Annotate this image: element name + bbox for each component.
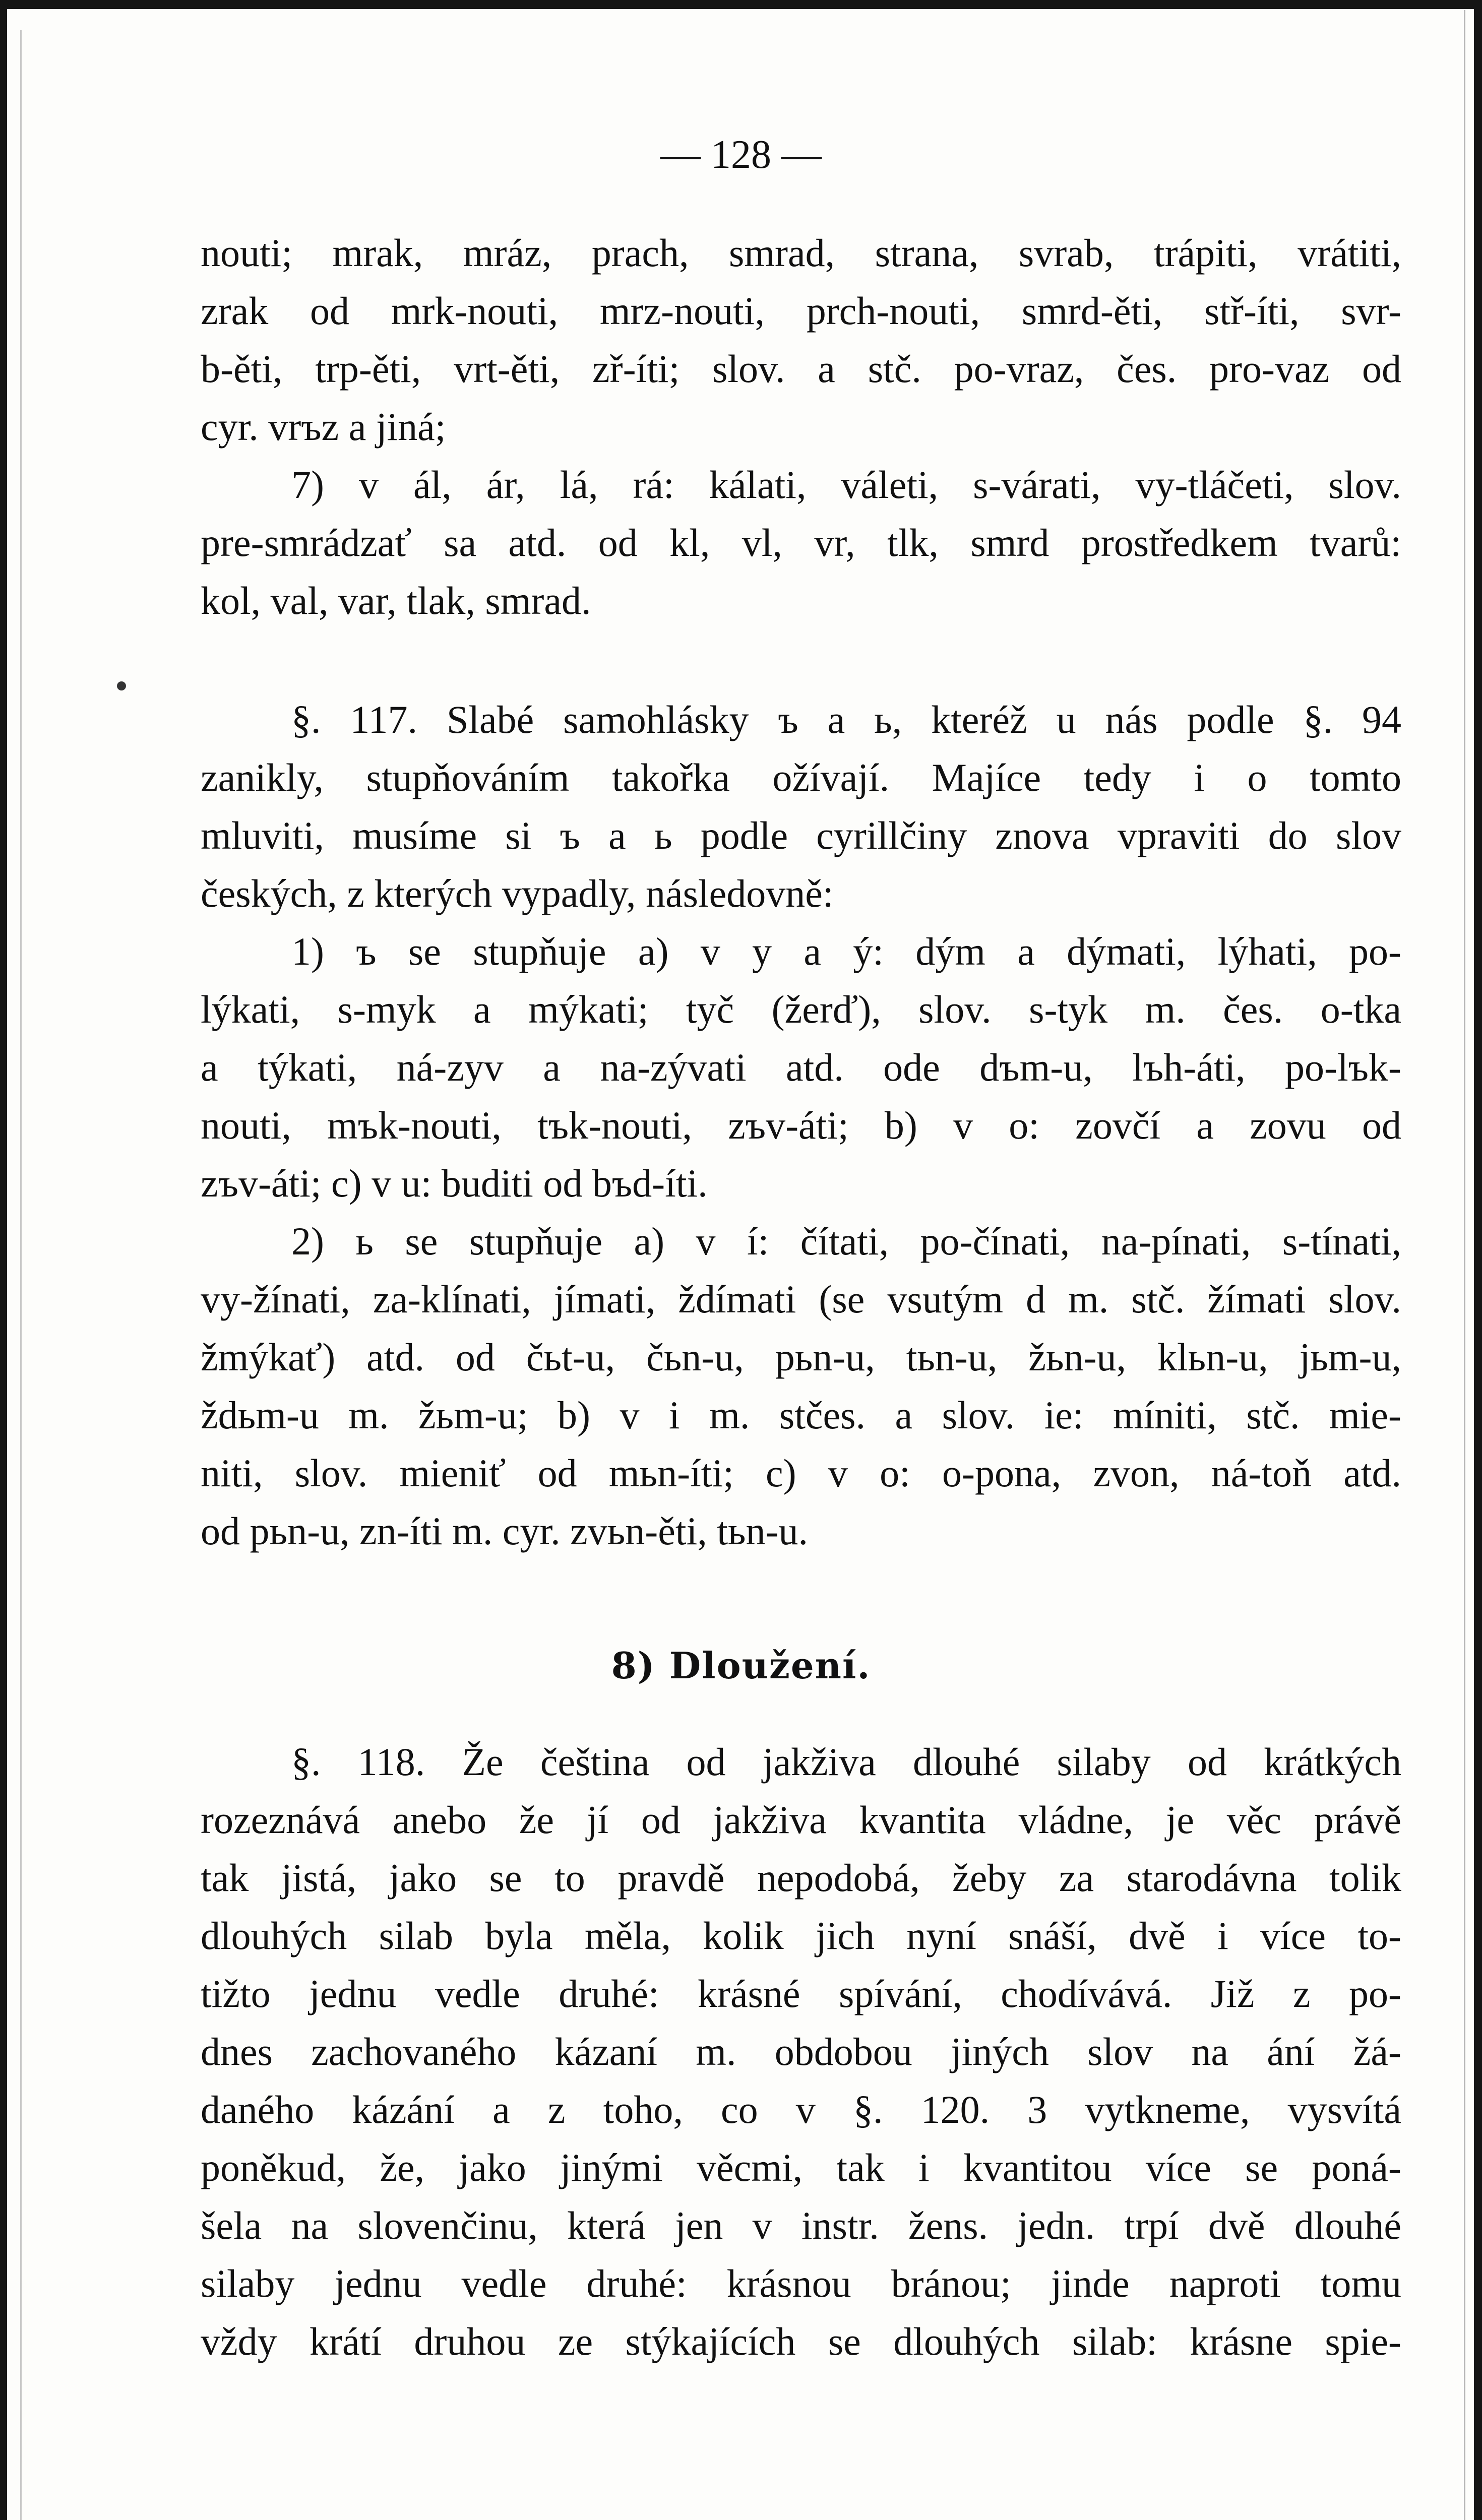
text-line: 1) ъ se stupňuje a) v y a ý: dým a dýmati, lýhati, po- [291, 929, 1401, 973]
page-number: — 128 — [660, 133, 822, 177]
text-line: kol, val, var, tlak, smrad. [201, 579, 591, 622]
text-line: nouti; mrak, mráz, prach, smrad, strana, svrab, trápiti, vrátiti, [201, 231, 1401, 275]
text-line: zъv-áti; c) v u: buditi od bъd-íti. [201, 1161, 708, 1205]
text-line: a týkati, ná-zyv a na-zývati atd. ode dъm-u, lъh-áti, po-lъk- [201, 1045, 1401, 1089]
text-line: od pьn-u, zn-íti m. cyr. zvьn-ěti, tьn-u. [201, 1509, 808, 1553]
page-fold-left [20, 30, 22, 2520]
text-line: dnes zachovaného kázaní m. obdobou jiných slov na ání žá- [201, 2030, 1401, 2073]
text-line: tižto jednu vedle druhé: krásné spívání, chodívává. Již z po- [201, 1972, 1401, 2015]
text-line: daného kázání a z toho, co v §. 120. 3 vytkneme, vysvítá [201, 2088, 1401, 2131]
text-line: vy-žínati, za-klínati, jímati, ždímati (se vsutým d m. stč. žímati slov. [201, 1277, 1401, 1321]
scan-edge-left [0, 0, 7, 2520]
margin-ink-dot [117, 681, 126, 690]
text-line: lýkati, s-myk a mýkati; tyč (žerď), slov. s-tyk m. čes. o-tka [201, 987, 1401, 1031]
text-line: poněkud, že, jako jinými věcmi, tak i kvantitou více se poná- [201, 2146, 1401, 2189]
text-line: žmýkať) atd. od čьt-u, čьn-u, pьn-u, tьn-u, žьn-u, klьn-u, jьm-u, [201, 1335, 1401, 1379]
page-fold-right [1464, 10, 1465, 2520]
text-line: pre-smrádzať sa atd. od kl, vl, vr, tlk, smrd prostředkem tvarů: [201, 521, 1401, 564]
text-line: tak jistá, jako se to pravdě nepodobá, žeby za starodávna tolik [201, 1856, 1401, 1900]
text-line: §. 117. Slabé samohlásky ъ a ь, kteréž u nás podle §. 94 [291, 698, 1401, 741]
text-line: českých, z kterých vypadly, následovně: [201, 871, 834, 915]
text-line: 2) ь se stupňuje a) v í: čítati, po-čínati, na-pínati, s-tínati, [291, 1219, 1401, 1263]
text-line: cyr. vrъz a jiná; [201, 405, 446, 449]
text-line: zanikly, stupňováním takořka ožívají. Majíce tedy i o tomto [201, 755, 1401, 799]
text-line: b-ěti, trp-ěti, vrt-ěti, zř-íti; slov. a stč. po-vraz, čes. pro-vaz od [201, 347, 1401, 391]
text-line: nouti, mъk-nouti, tъk-nouti, zъv-áti; b) v o: zovčí a zovu od [201, 1103, 1401, 1147]
text-line: dlouhých silab byla měla, kolik jich nyní snáší, dvě i více to- [201, 1914, 1401, 1958]
text-line: 7) v ál, ár, lá, rá: kálati, váleti, s-várati, vy-tláčeti, slov. [291, 463, 1401, 507]
text-line: niti, slov. mieniť od mьn-íti; c) v o: o-pona, zvon, ná-toň atd. [201, 1451, 1401, 1495]
text-line: zrak od mrk-nouti, mrz-nouti, prch-nouti, smrd-ěti, stř-íti, svr- [201, 289, 1401, 333]
text-line: silaby jednu vedle druhé: krásnou bránou; jinde naproti tomu [201, 2261, 1401, 2305]
scan-edge-top [0, 0, 1482, 9]
text-line: §. 118. Že čeština od jakživa dlouhé silaby od krátkých [291, 1740, 1401, 1784]
text-line: vždy krátí druhou ze stýkajících se dlouhých silab: krásne spie- [201, 2319, 1401, 2363]
scan-edge-right [1474, 0, 1482, 2520]
text-line: šela na slovenčinu, která jen v instr. žens. jedn. trpí dvě dlouhé [201, 2203, 1401, 2247]
text-line: rozeznává anebo že jí od jakživa kvantita vládne, je věc právě [201, 1798, 1401, 1842]
section-heading: 8) Dloužení. [611, 1644, 871, 1687]
text-line: ždьm-u m. žьm-u; b) v i m. stčes. a slov. ie: míniti, stč. mie- [201, 1393, 1401, 1437]
text-line: mluviti, musíme si ъ a ь podle cyrillčiny znova vpraviti do slov [201, 813, 1401, 857]
